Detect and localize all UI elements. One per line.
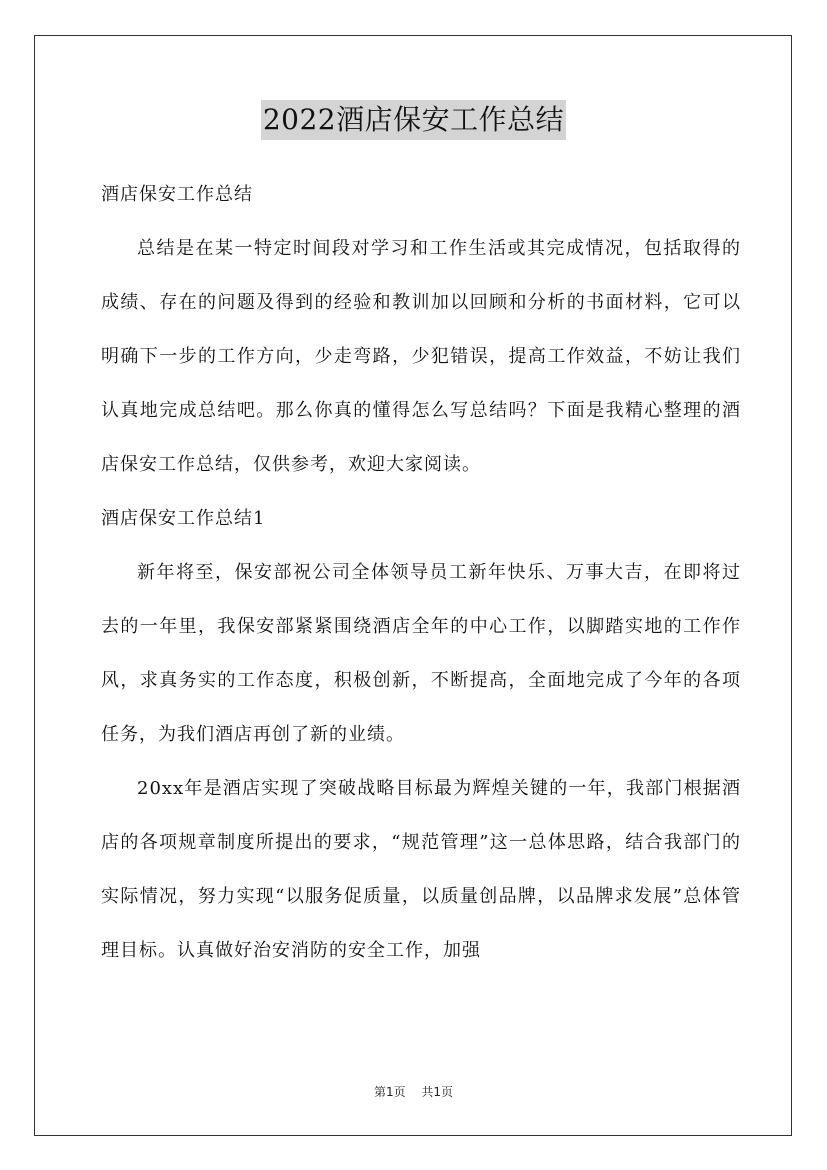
document-body [101, 168, 741, 978]
page-footer [0, 1082, 827, 1102]
section-heading: 酒店保安工作总结 [101, 184, 253, 205]
page-number: 第1页 [373, 1085, 406, 1099]
document-title: 2022酒店保安工作总结 [261, 100, 566, 140]
title-container [0, 100, 827, 140]
body-paragraph: 总结是在某一特定时间段对学习和工作生活或其完成情况，包括取得的成绩、存在的问题及得到的经验和教训加以回顾和分析的书面材料，它可以明确下一步的工作方向，少走弯路，少犯错误，提高工作效益，不妨让我们认真地完成总结吧。那么你真的懂得怎么写总结吗？下面是我精心整理的酒店保安工作总结，仅供参考，欢迎大家阅读。 [101, 238, 741, 475]
body-paragraph: 新年将至，保安部祝公司全体领导员工新年快乐、万事大吉，在即将过去的一年里，我保安部紧紧围绕酒店全年的中心工作，以脚踏实地的工作作风，求真务实的工作态度，积极创新，不断提高，全面地完成了今年的各项任务，为我们酒店再创了新的业绩。 [101, 562, 741, 745]
page-total: 共1页 [421, 1085, 454, 1099]
body-paragraph: 20xx年是酒店实现了突破战略目标最为辉煌关键的一年，我部门根据酒店的各项规章制度所提出的要求，“规范管理”这一总体思路，结合我部门的实际情况，努力实现“以服务促质量，以质量创品牌，以品牌求发展”总体管理目标。认真做好治安消防的安全工作，加强 [101, 778, 741, 961]
section-heading: 酒店保安工作总结1 [101, 508, 266, 529]
